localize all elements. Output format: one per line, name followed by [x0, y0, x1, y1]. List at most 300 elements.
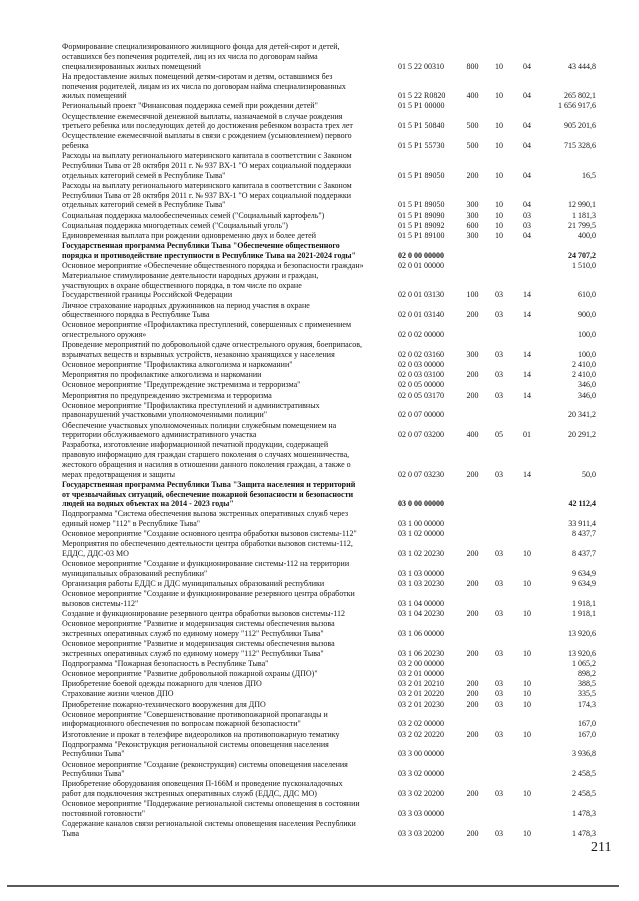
expense-type-code: 200	[466, 828, 479, 838]
section-code: 10	[495, 210, 503, 220]
subsection-code	[513, 261, 541, 271]
section-code: 03	[495, 699, 503, 709]
expense-name: Государственная программа Республики Тыва "Защита населения и территорий от чрезвычайных ситуаций, обеспечение пожарной безопасности и безопасности людей на водных объектах на 2014 - 2023 годы"	[62, 479, 356, 509]
amount: 50,0	[582, 469, 596, 479]
subsection-code: 10	[523, 549, 531, 559]
classification-code: 01 5 P1 89050	[398, 170, 445, 180]
amount: 1 181,3	[572, 210, 596, 220]
expense-type-code	[460, 559, 485, 579]
classification-code: 02 0 01 00000	[398, 260, 444, 270]
section-code	[485, 380, 513, 390]
expense-name: Основное мероприятие "Совершенствование противопожарной пропаганды и информационного обеспечения по вопросам пожарной безопасности"	[62, 709, 328, 729]
expense-name: Приобретение пожарно-технического вооружения для ДПО	[62, 699, 266, 709]
subsection-code: 14	[523, 350, 531, 360]
classification-code: 03 3 02 00000	[398, 769, 444, 779]
subsection-code: 10	[523, 609, 531, 619]
expense-name: Разработка, изготовление информационной печатной продукции, содержащей правовую информацию для граждан старшего поколения о случаях мошенничества, жестокого обращения и насилия в отношении данного поколения граждан, а также о мерах предотвращения и защиты	[62, 440, 351, 479]
amount: 21 799,5	[568, 220, 596, 230]
expense-type-code	[460, 261, 485, 271]
subsection-code: 10	[523, 828, 531, 838]
section-code: 03	[495, 789, 503, 799]
expense-name: Мероприятия по обеспечению деятельности центра обработки вызовов системы-112, ЕДДС, ДДС-03 МО	[62, 539, 353, 559]
expense-name: Личное страхование народных дружинников на период участия в охране общественного порядка в Республике Тыва	[62, 300, 310, 320]
amount: 1 918,1	[572, 599, 596, 609]
subsection-code	[513, 360, 541, 370]
table-row	[62, 639, 596, 659]
subsection-code: 04	[523, 91, 531, 101]
subsection-code	[513, 759, 541, 779]
table-row	[62, 589, 596, 609]
classification-code: 01 5 P1 89092	[398, 220, 445, 230]
subsection-code: 04	[523, 61, 531, 71]
section-code	[485, 559, 513, 579]
section-code: 03	[495, 310, 503, 320]
amount: 400,0	[578, 230, 596, 240]
amount: 33 911,4	[568, 519, 596, 529]
expense-type-code	[460, 619, 485, 639]
subsection-code	[513, 480, 541, 510]
expense-name: Основное мероприятие «Профилактика преступлений, совершенных с применением огнестрельного оружия»	[62, 320, 352, 340]
table-row	[62, 740, 596, 760]
expense-type-code	[460, 101, 485, 111]
amount: 1 510,0	[572, 260, 596, 270]
subsection-code: 03	[523, 210, 531, 220]
subsection-code: 04	[523, 200, 531, 210]
section-code	[485, 799, 513, 819]
expense-name: Расходы на выплату регионального материнского капитала в соответствии с Законом Республики Тыва от 28 октября 2011 г. № 937 ВХ-1 "О мерах социальной поддержки отдельных категорий семей в Республике Тыва"	[62, 180, 352, 210]
subsection-code	[513, 241, 541, 261]
expense-type-code	[460, 320, 485, 340]
classification-code: 02 0 01 03140	[398, 310, 444, 320]
page-number: 211	[591, 840, 612, 855]
classification-code: 03 3 00 00000	[398, 749, 444, 759]
subsection-code: 10	[523, 789, 531, 799]
classification-code: 01 5 22 R0820	[398, 91, 446, 101]
table-row	[62, 779, 596, 799]
classification-code: 02 0 07 00000	[398, 410, 444, 420]
expense-type-code	[460, 589, 485, 609]
expense-name: Подпрограмма "Пожарная безопасность в Республике Тыва"	[62, 659, 269, 669]
table-row	[62, 759, 596, 779]
subsection-code: 10	[523, 729, 531, 739]
expense-type-code: 400	[466, 430, 479, 440]
subsection-code: 01	[523, 430, 531, 440]
expense-name: Социальная поддержка многодетных семей ("Социальный уголь")	[62, 220, 288, 230]
amount: 20 341,2	[568, 410, 596, 420]
table-row	[62, 420, 596, 440]
amount: 346,0	[578, 390, 596, 400]
expense-type-code: 500	[466, 141, 479, 151]
table-row	[62, 111, 596, 131]
amount: 388,5	[578, 679, 596, 689]
expense-type-code: 200	[466, 170, 479, 180]
expense-name: На предоставление жилых помещений детям-сиротам и детям, оставшимся без попечения родителей, лицам из их числа по договорам найма специализированных жилых помещений	[62, 71, 346, 101]
subsection-code	[513, 710, 541, 730]
classification-code: 02 0 05 00000	[398, 380, 444, 390]
subsection-code	[513, 320, 541, 340]
table-row	[62, 370, 596, 380]
section-code: 03	[495, 579, 503, 589]
table-row	[62, 799, 596, 819]
section-code: 10	[495, 220, 503, 230]
section-code	[485, 480, 513, 510]
classification-code: 03 1 06 20230	[398, 648, 444, 658]
section-code: 03	[495, 729, 503, 739]
table-row	[62, 101, 596, 111]
expense-type-code: 200	[466, 310, 479, 320]
expense-type-code: 500	[466, 121, 479, 131]
table-row	[62, 669, 596, 679]
expense-type-code: 600	[466, 220, 479, 230]
table-row	[62, 72, 596, 102]
expense-type-code	[460, 401, 485, 421]
section-code: 10	[495, 91, 503, 101]
section-code: 03	[495, 828, 503, 838]
amount: 9 634,9	[572, 569, 596, 579]
section-code: 03	[495, 370, 503, 380]
amount: 346,0	[578, 380, 596, 390]
section-code	[485, 589, 513, 609]
amount: 100,0	[578, 330, 596, 340]
table-row	[62, 300, 596, 320]
expense-name: Подпрограмма "Система обеспечения вызова экстренных оперативных служб через единый номер "112" в Республике Тыва"	[62, 509, 349, 529]
expense-name: Основное мероприятие "Создание (реконструкция) системы оповещения населения Республики Тыва"	[62, 759, 348, 779]
classification-code: 03 0 00 00000	[398, 499, 444, 509]
expense-name: Основное мероприятие «Обеспечение общественного порядка и безопасности граждан»	[62, 260, 364, 270]
subsection-code: 14	[523, 390, 531, 400]
classification-code: 01 5 P1 89050	[398, 200, 445, 210]
table-row	[62, 241, 596, 261]
classification-code: 03 2 00 00000	[398, 659, 444, 669]
amount: 1 065,2	[572, 659, 596, 669]
subsection-code	[513, 101, 541, 111]
amount: 167,0	[578, 719, 596, 729]
amount: 12 990,1	[568, 200, 596, 210]
section-code: 05	[495, 430, 503, 440]
subsection-code	[513, 799, 541, 819]
classification-code: 03 3 02 20200	[398, 789, 444, 799]
section-code	[485, 759, 513, 779]
expense-type-code: 200	[466, 789, 479, 799]
table-row	[62, 710, 596, 730]
classification-code: 03 2 01 20220	[398, 689, 444, 699]
table-row	[62, 699, 596, 709]
expense-name: Региональный проект "Финансовая поддержка семей при рождении детей"	[62, 101, 318, 111]
section-code: 03	[495, 648, 503, 658]
amount: 8 437,7	[572, 529, 596, 539]
expense-name: Основное мероприятие "Развитие и модернизация системы обеспечения вызова экстренных оперативных служб по единому номеру "112" Республики Тыва"	[62, 639, 335, 658]
expense-name: Государственная программа Республики Тыва "Обеспечение общественного порядка и противодействие преступности в Республике Тыва на 2021-2024 годы"	[62, 240, 356, 260]
expense-name: Подпрограмма "Реконструкция региональной системы оповещения населения Республики Тыва"	[62, 739, 329, 759]
table-row	[62, 440, 596, 479]
expense-type-code	[460, 669, 485, 679]
expense-name: Основное мероприятие "Поддержание региональной системы оповещения в состоянии постоянной готовности"	[62, 799, 360, 819]
subsection-code: 10	[523, 689, 531, 699]
expense-type-code: 300	[466, 200, 479, 210]
amount: 1 656 917,6	[558, 101, 596, 111]
expense-name: Осуществление ежемесячной выплаты в связи с рождением (усыновлением) первого ребенка	[62, 131, 352, 151]
expense-name: Формирование специализированного жилищного фонда для детей-сирот и детей, оставшихся без попечения родителей, лиц из их числа по договорам найма специализированных жилых помещений	[62, 42, 340, 71]
section-code: 10	[495, 61, 503, 71]
expense-name: Основное мероприятие "Развитие добровольной пожарной охраны (ДПО)"	[62, 669, 318, 679]
table-row	[62, 340, 596, 360]
subsection-code	[513, 559, 541, 579]
amount: 3 936,8	[572, 749, 596, 759]
classification-code: 02 0 00 00000	[398, 250, 444, 260]
section-code	[485, 401, 513, 421]
budget-table-body	[62, 42, 596, 839]
section-code	[485, 101, 513, 111]
section-code	[485, 740, 513, 760]
table-row	[62, 390, 596, 400]
amount: 42 112,4	[568, 499, 596, 509]
expense-type-code	[460, 241, 485, 261]
table-row	[62, 579, 596, 589]
classification-code: 03 1 06 00000	[398, 629, 444, 639]
expense-type-code: 200	[466, 469, 479, 479]
subsection-code: 04	[523, 141, 531, 151]
subsection-code	[513, 669, 541, 679]
expense-type-code: 300	[466, 350, 479, 360]
section-code	[485, 241, 513, 261]
subsection-code: 10	[523, 699, 531, 709]
classification-code: 03 2 01 00000	[398, 669, 444, 679]
expense-type-code	[460, 509, 485, 529]
expense-type-code	[460, 360, 485, 370]
amount: 1 478,3	[572, 809, 596, 819]
classification-code: 01 5 P1 89100	[398, 230, 445, 240]
section-code: 03	[495, 609, 503, 619]
table-row	[62, 320, 596, 340]
classification-code: 02 0 03 03100	[398, 370, 444, 380]
expense-type-code: 200	[466, 390, 479, 400]
classification-code: 01 5 P1 55730	[398, 141, 445, 151]
expense-name: Мероприятия по профилактике алкоголизма и наркомании	[62, 370, 262, 380]
expense-name: Материальное стимулирование деятельности народных дружин и граждан, участвующих в охране общественного порядка, в том числе по охране Государственной границы Российской Федерации	[62, 270, 319, 300]
amount: 100,0	[578, 350, 596, 360]
expense-name: Основное мероприятие "Развитие и модернизация системы обеспечения вызова экстренных оперативных служб по единому номеру "112" Республики Тыва"	[62, 619, 335, 639]
classification-code: 03 2 02 00000	[398, 719, 444, 729]
expense-type-code: 200	[466, 648, 479, 658]
section-code: 03	[495, 679, 503, 689]
amount: 13 920,6	[568, 648, 596, 658]
amount: 2 410,0	[572, 370, 596, 380]
table-row	[62, 729, 596, 739]
subsection-code: 14	[523, 370, 531, 380]
classification-code: 01 5 P1 00000	[398, 101, 445, 111]
classification-code: 03 1 03 20230	[398, 579, 444, 589]
section-code	[485, 529, 513, 539]
classification-code: 02 0 05 03170	[398, 390, 444, 400]
expense-type-code: 200	[466, 609, 479, 619]
amount: 1 918,1	[572, 609, 596, 619]
expense-name: Основное мероприятие "Создание и функционирование системы-112 на территории муниципальных образований республики"	[62, 559, 350, 579]
subsection-code	[513, 380, 541, 390]
expense-name: Создание и функционирование резервного центра обработки вызовов системы-112	[62, 609, 345, 619]
section-code: 03	[495, 290, 503, 300]
classification-code: 01 5 22 00310	[398, 61, 444, 71]
table-row	[62, 221, 596, 231]
subsection-code: 04	[523, 230, 531, 240]
classification-code: 03 1 00 00000	[398, 519, 444, 529]
subsection-code: 03	[523, 220, 531, 230]
table-row	[62, 659, 596, 669]
subsection-code	[513, 509, 541, 529]
section-code: 10	[495, 230, 503, 240]
table-row	[62, 360, 596, 370]
amount: 2 458,5	[572, 769, 596, 779]
table-row	[62, 131, 596, 151]
classification-code: 03 1 04 20230	[398, 609, 444, 619]
subsection-code	[513, 740, 541, 760]
classification-code: 01 5 P1 50840	[398, 121, 445, 131]
expense-type-code	[460, 529, 485, 539]
subsection-code: 10	[523, 679, 531, 689]
expense-type-code	[460, 380, 485, 390]
expense-type-code: 200	[466, 729, 479, 739]
expense-name: Содержание каналов связи региональной системы оповещения населения Республики Тыва	[62, 819, 356, 838]
classification-code: 03 3 03 20200	[398, 828, 444, 838]
expense-name: Обеспечение участковых уполномоченных полиции служебным помещением на территории обслуживаемого административного участка	[62, 420, 337, 440]
section-code	[485, 320, 513, 340]
table-row	[62, 271, 596, 301]
amount: 24 707,2	[568, 250, 596, 260]
amount: 43 444,8	[568, 61, 596, 71]
scan-edge-line	[7, 885, 619, 887]
subsection-code: 10	[523, 648, 531, 658]
amount: 900,0	[578, 310, 596, 320]
classification-code: 02 0 01 03130	[398, 290, 444, 300]
subsection-code: 04	[523, 170, 531, 180]
subsection-code: 10	[523, 579, 531, 589]
amount: 174,3	[578, 699, 596, 709]
expense-name: Приобретение боевой одежды пожарного для членов ДПО	[62, 679, 262, 689]
section-code: 03	[495, 469, 503, 479]
section-code: 03	[495, 549, 503, 559]
expense-name: Основное мероприятие "Профилактика алкоголизма и наркомании"	[62, 360, 293, 370]
amount: 715 328,6	[564, 141, 596, 151]
amount: 9 634,9	[572, 579, 596, 589]
amount: 8 437,7	[572, 549, 596, 559]
subsection-code	[513, 401, 541, 421]
budget-table	[62, 42, 596, 839]
expense-name: Осуществление ежемесячной денежной выплаты, назначаемой в случае рождения третьего ребенка или последующих детей до достижения ребенком возраста трех лет	[62, 111, 353, 131]
expense-type-code: 400	[466, 91, 479, 101]
table-row	[62, 261, 596, 271]
section-code: 10	[495, 200, 503, 210]
amount: 335,5	[578, 689, 596, 699]
section-code: 03	[495, 350, 503, 360]
table-row	[62, 509, 596, 529]
classification-code: 02 0 02 03160	[398, 350, 444, 360]
expense-name: Основное мероприятие "Создание основного центра обработки вызовов системы-112"	[62, 529, 357, 539]
expense-type-code: 300	[466, 230, 479, 240]
classification-code: 03 3 03 00000	[398, 809, 444, 819]
classification-code: 02 0 07 03230	[398, 469, 444, 479]
amount: 16,5	[582, 170, 596, 180]
expense-name: Расходы на выплату регионального материнского капитала в соответствии с Законом Республики Тыва от 28 октября 2011 г. № 937 ВХ-1 "О мерах социальной поддержки отдельных категорий семей в Республике Тыва"	[62, 151, 352, 180]
classification-code: 03 1 04 00000	[398, 599, 444, 609]
table-row	[62, 231, 596, 241]
section-code	[485, 360, 513, 370]
classification-code: 03 1 02 00000	[398, 529, 444, 539]
classification-code: 03 2 02 20220	[398, 729, 444, 739]
table-row	[62, 539, 596, 559]
expense-name: Страхование жизни членов ДПО	[62, 689, 174, 699]
expense-type-code: 300	[466, 210, 479, 220]
expense-type-code	[460, 480, 485, 510]
classification-code: 02 0 07 03200	[398, 430, 444, 440]
table-row	[62, 679, 596, 689]
section-code	[485, 710, 513, 730]
expense-type-code	[460, 710, 485, 730]
table-row	[62, 42, 596, 72]
section-code	[485, 619, 513, 639]
expense-name: Изготовление и прокат в телеэфире видеороликов на противопожарную тематику	[62, 729, 340, 739]
expense-name: Единовременная выплата при рождении одновременно двух и более детей	[62, 230, 317, 240]
classification-code: 03 1 03 00000	[398, 569, 444, 579]
amount: 13 920,6	[568, 629, 596, 639]
amount: 20 291,2	[568, 430, 596, 440]
table-row	[62, 689, 596, 699]
section-code: 10	[495, 121, 503, 131]
expense-type-code: 200	[466, 689, 479, 699]
classification-code: 01 5 P1 89090	[398, 210, 445, 220]
classification-code: 02 0 02 00000	[398, 330, 444, 340]
table-row	[62, 529, 596, 539]
expense-type-code: 100	[466, 290, 479, 300]
expense-name: Мероприятия по предупреждению экстремизма и терроризма	[62, 390, 272, 400]
expense-name: Социальная поддержка малообеспеченных семей ("Социальный картофель")	[62, 210, 325, 220]
section-code	[485, 509, 513, 529]
section-code: 10	[495, 170, 503, 180]
expense-type-code	[460, 759, 485, 779]
subsection-code: 14	[523, 310, 531, 320]
expense-name: Организация работы ЕДДС и ДДС муниципальных образований республики	[62, 579, 325, 589]
section-code	[485, 659, 513, 669]
table-row	[62, 619, 596, 639]
section-code	[485, 669, 513, 679]
table-row	[62, 210, 596, 220]
section-code: 03	[495, 689, 503, 699]
expense-type-code: 200	[466, 699, 479, 709]
expense-type-code: 200	[466, 679, 479, 689]
expense-name: Основное мероприятие "Создание и функционирование резервного центра обработки вызовов системы-112"	[62, 589, 355, 609]
expense-name: Основное мероприятие "Профилактика преступлений и административных правонарушений участковыми уполномоченными полиции"	[62, 400, 320, 420]
expense-type-code: 200	[466, 549, 479, 559]
amount: 2 410,0	[572, 360, 596, 370]
classification-code: 03 2 01 20230	[398, 699, 444, 709]
subsection-code	[513, 529, 541, 539]
expense-type-code: 800	[466, 61, 479, 71]
amount: 2 458,5	[572, 789, 596, 799]
section-code: 10	[495, 141, 503, 151]
subsection-code	[513, 589, 541, 609]
table-row	[62, 401, 596, 421]
amount: 167,0	[578, 729, 596, 739]
subsection-code	[513, 619, 541, 639]
subsection-code: 14	[523, 469, 531, 479]
amount: 1 478,3	[572, 828, 596, 838]
amount: 905 201,6	[564, 121, 596, 131]
table-row	[62, 559, 596, 579]
amount: 898,2	[578, 669, 596, 679]
expense-type-code	[460, 799, 485, 819]
subsection-code: 04	[523, 121, 531, 131]
classification-code: 03 2 01 20210	[398, 679, 444, 689]
expense-type-code	[460, 659, 485, 669]
classification-code: 02 0 03 00000	[398, 360, 444, 370]
